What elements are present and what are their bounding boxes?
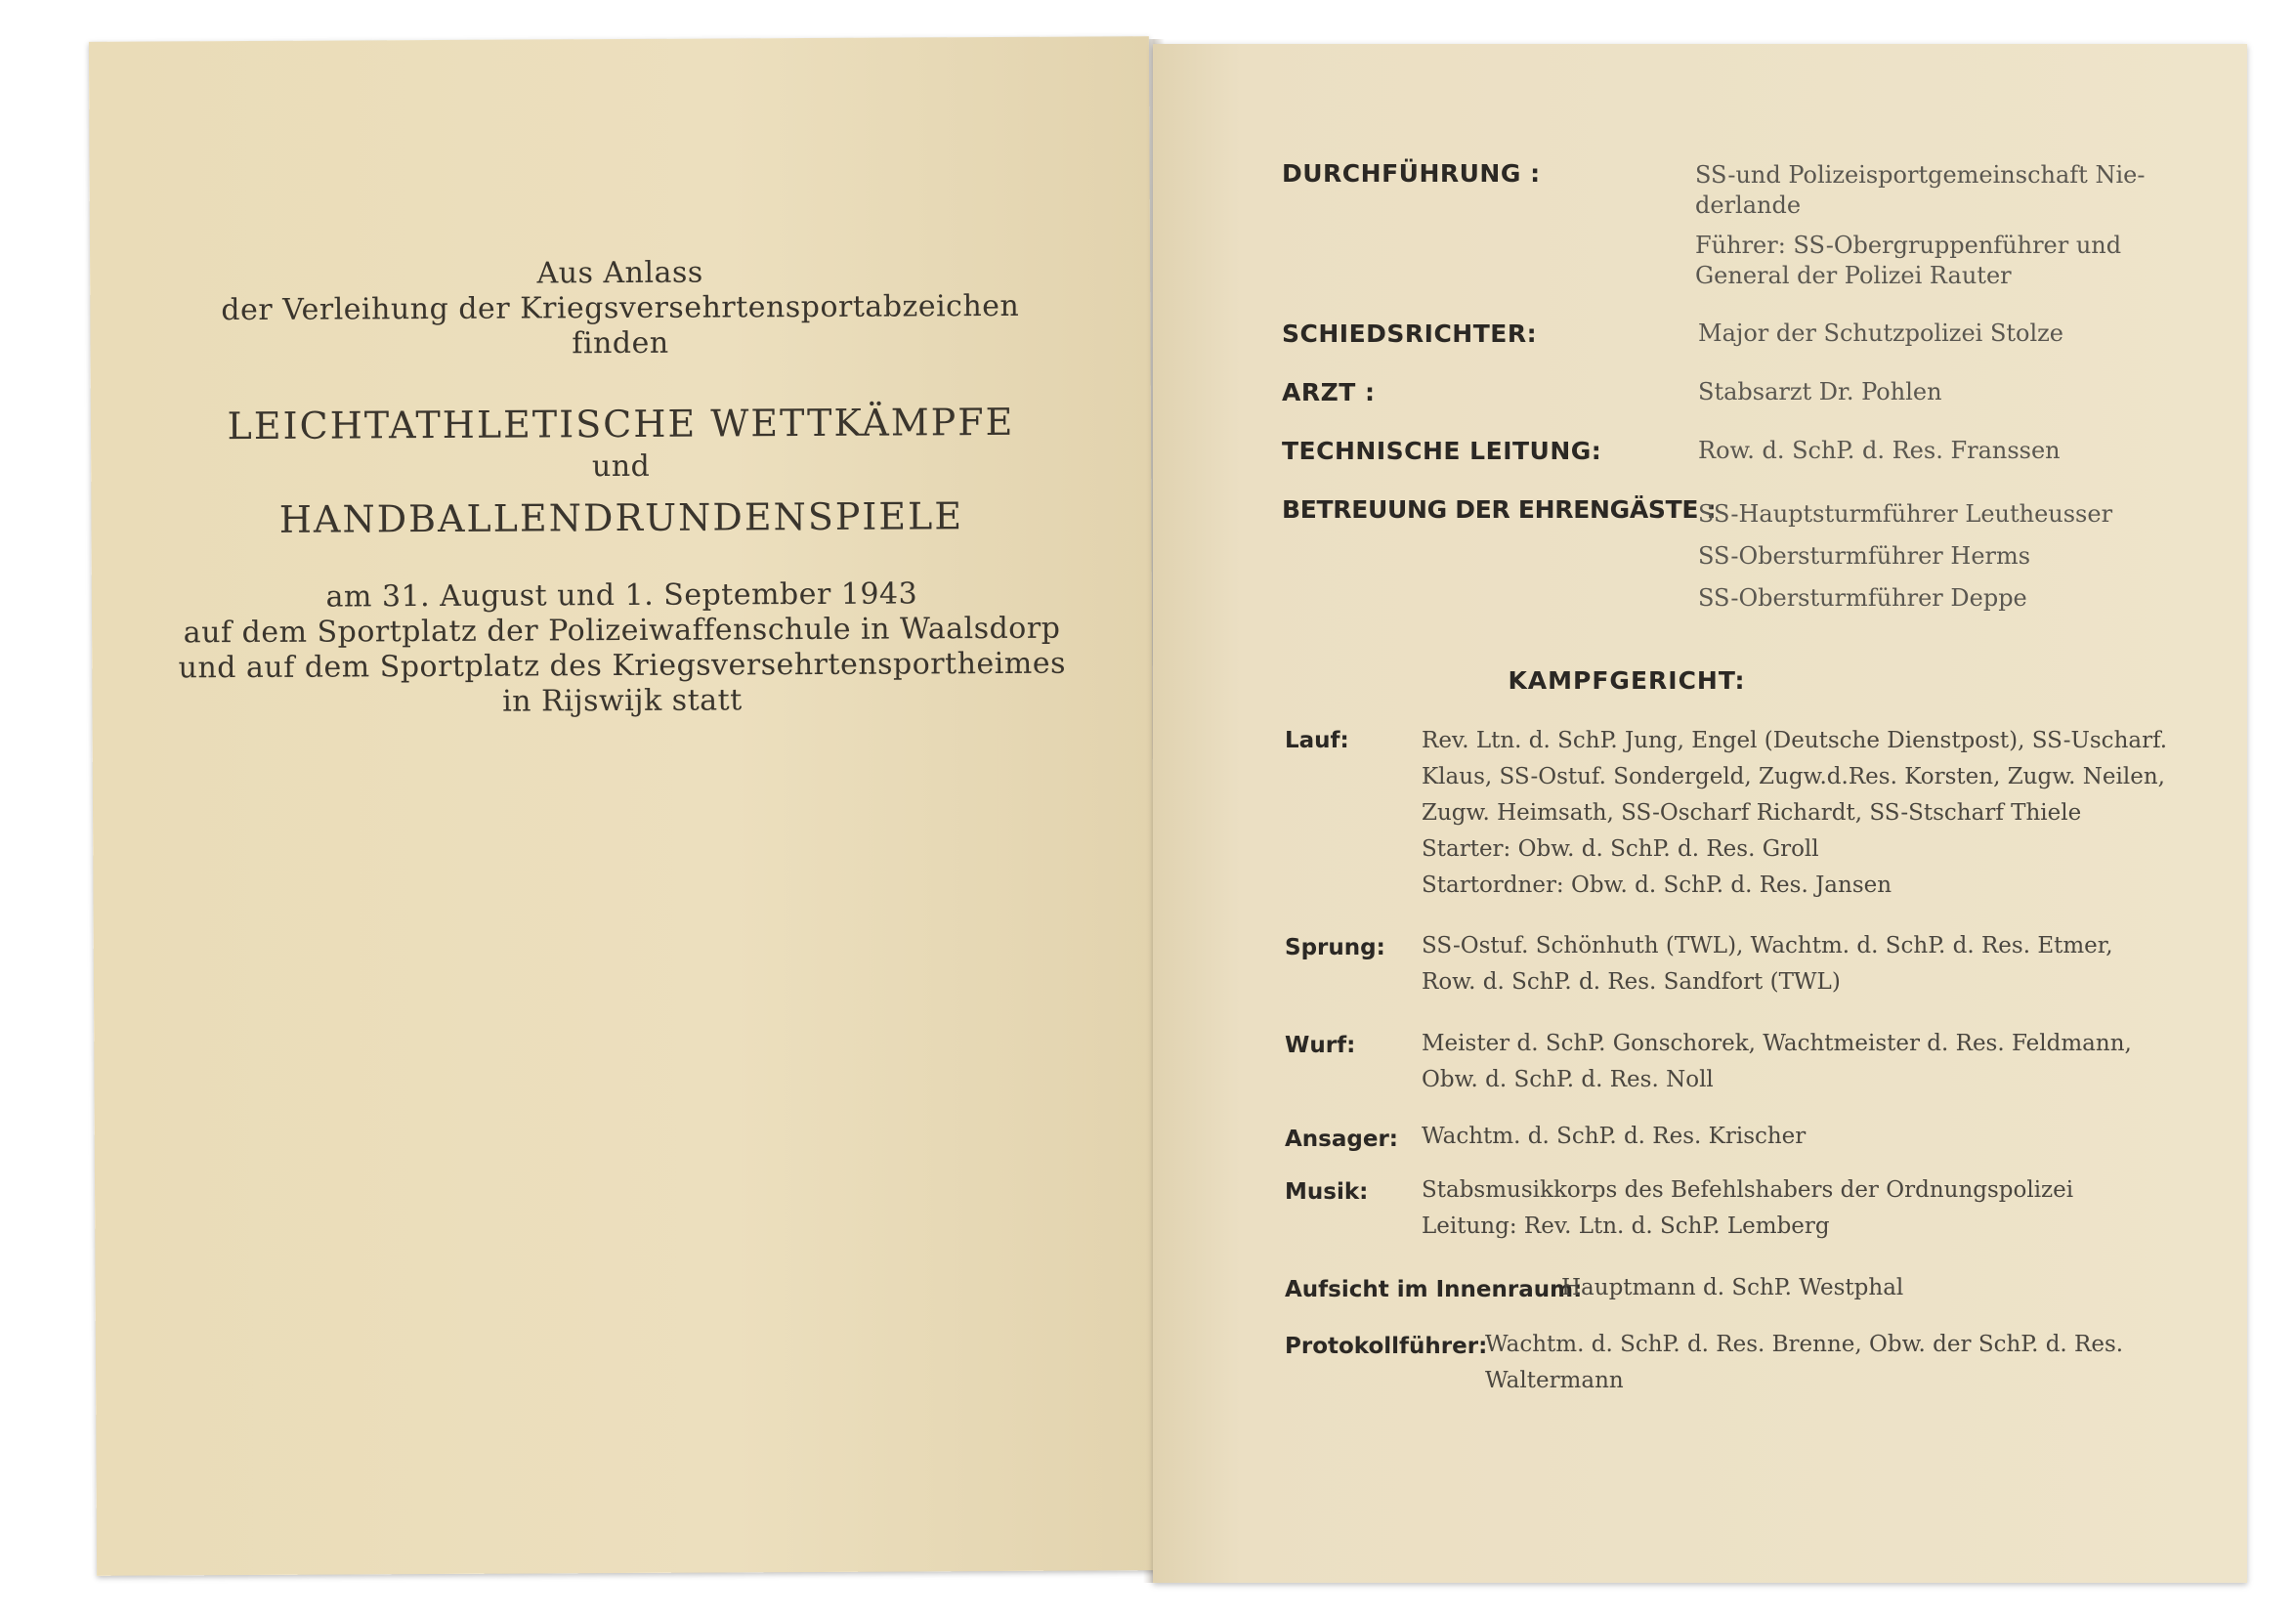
place-line-2: auf dem Sportplatz der Polizeiwaffenschule in Waalsdorp — [183, 611, 1061, 651]
place-line-3: und auf dem Sportplatz des Kriegsversehrtensportheimes — [178, 646, 1067, 686]
value-technische-leitung: Row. d. SchP. d. Res. Franssen — [1698, 437, 2061, 464]
value-durchfuehrung: SS-und Polizeisportgemeinschaft Nie- derlande Führer: SS-Obergruppenführer und General der Polizei Rauter — [1695, 161, 2146, 289]
label-sprung: Sprung: — [1285, 935, 1385, 960]
value-lauf: Rev. Ltn. d. SchP. Jung, Engel (Deutsche Dienstpost), SS-Uscharf. Klaus, SS-Ostuf. Sondergeld, Zugw.d.Res. Korsten, Zugw. Neilen, Zugw. Heimsath, SS-Oscharf Richardt, SS-Stscharf Thiele Starter: Obw. d. SchP. d. Res. Groll Startordner: Obw. d. SchP. d. Res. Jansen — [1422, 728, 2168, 898]
label-protokollfuehrer: Protokollführer: — [1285, 1334, 1488, 1359]
label-durchfuehrung: DURCHFÜHRUNG : — [1282, 159, 1541, 188]
label-betreuung: BETREUUNG DER EHRENGÄSTE : — [1282, 495, 1717, 524]
label-aufsicht: Aufsicht im Innenraum: — [1285, 1277, 1583, 1302]
label-ansager: Ansager: — [1285, 1127, 1398, 1152]
intro-line-1: Aus Anlass — [536, 255, 703, 291]
title-handball: HANDBALLENDRUNDENSPIELE — [278, 494, 964, 541]
place-line-1: am 31. August und 1. September 1943 — [325, 576, 918, 615]
label-musik: Musik: — [1285, 1179, 1369, 1205]
label-lauf: Lauf: — [1285, 728, 1349, 753]
value-protokollfuehrer: Wachtm. d. SchP. d. Res. Brenne, Obw. der SchP. d. Res. Waltermann — [1485, 1332, 2124, 1393]
intro-line-2: der Verleihung der Kriegsversehrtensportabzeichen — [221, 288, 1020, 328]
label-schiedsrichter: SCHIEDSRICHTER: — [1282, 319, 1538, 348]
value-aufsicht: Hauptmann d. SchP. Westphal — [1561, 1275, 1904, 1300]
value-ansager: Wachtm. d. SchP. d. Res. Krischer — [1422, 1124, 1807, 1149]
title-und: und — [591, 448, 651, 485]
value-arzt: Stabsarzt Dr. Pohlen — [1698, 378, 1942, 405]
value-schiedsrichter: Major der Schutzpolizei Stolze — [1698, 319, 2064, 347]
title-leichtathletik: LEICHTATHLETISCHE WETTKÄMPFE — [227, 400, 1015, 448]
value-musik: Stabsmusikkorps des Befehlshabers der Ordnungspolizei Leitung: Rev. Ltn. d. SchP. Lemberg — [1422, 1177, 2074, 1239]
label-wurf: Wurf: — [1285, 1033, 1356, 1058]
value-betreuung: SS-Hauptsturmführer Leutheusser SS-Obersturmführer Herms SS-Obersturmführer Deppe — [1698, 500, 2113, 612]
left-page — [89, 36, 1157, 1576]
kampfgericht-title: KAMPFGERICHT: — [1508, 666, 1746, 695]
label-technische-leitung: TECHNISCHE LEITUNG: — [1282, 437, 1602, 465]
right-page — [1153, 44, 2247, 1583]
value-wurf: Meister d. SchP. Gonschorek, Wachtmeister d. Res. Feldmann, Obw. d. SchP. d. Res. Noll — [1422, 1031, 2132, 1092]
place-line-4: in Rijswijk statt — [502, 683, 743, 719]
label-arzt: ARZT : — [1282, 378, 1376, 406]
value-sprung: SS-Ostuf. Schönhuth (TWL), Wachtm. d. SchP. d. Res. Etmer, Row. d. SchP. d. Res. Sandfort (TWL) — [1422, 933, 2113, 995]
intro-line-3: finden — [572, 325, 669, 362]
